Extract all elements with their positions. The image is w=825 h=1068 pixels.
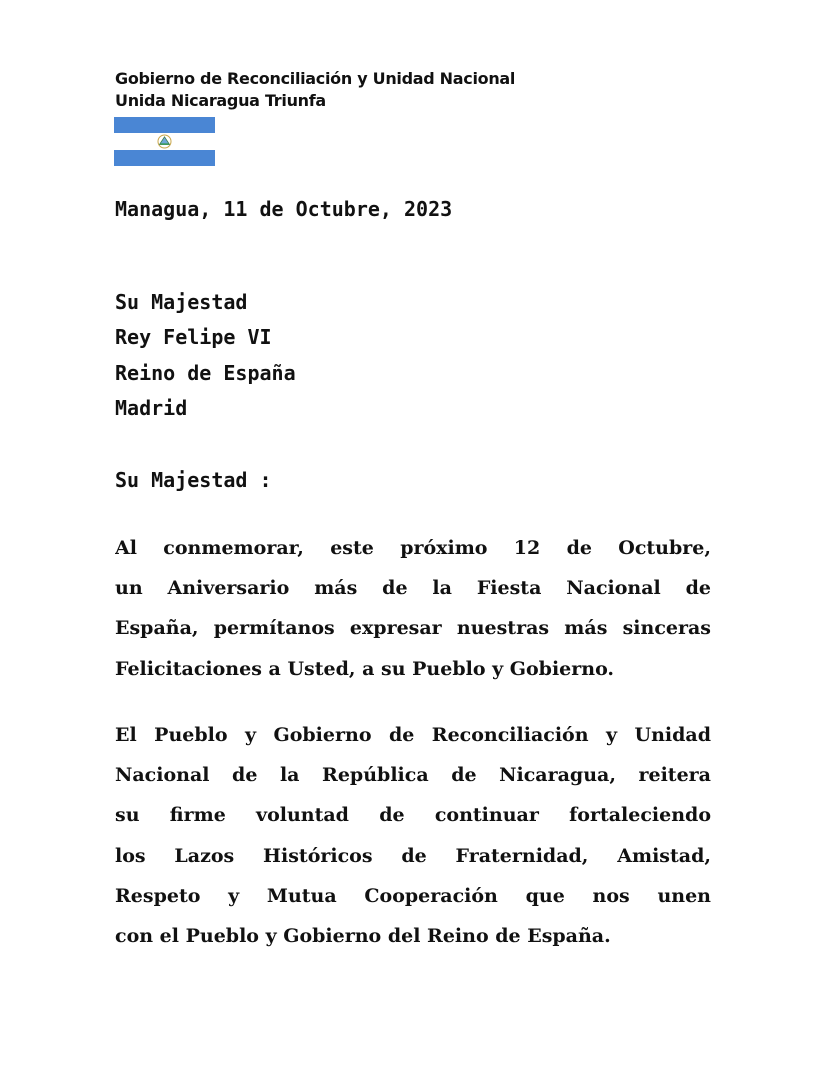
- paragraph-line: Al conmemorar, este próximo 12 de Octubre,: [115, 537, 711, 559]
- paragraph-line: los Lazos Históricos de Fraternidad, Amistad,: [115, 844, 711, 867]
- government-name: Gobierno de Reconciliación y Unidad Nacional: [115, 69, 516, 88]
- recipient-city: Madrid: [115, 395, 188, 420]
- paragraph-line: Nacional de la República de Nicaragua, reitera: [115, 764, 711, 787]
- paragraph-line: su firme voluntad de continuar fortaleciendo: [115, 804, 711, 827]
- recipient-title: Su Majestad: [115, 290, 248, 314]
- paragraph-line: con el Pueblo y Gobierno del Reino de España.: [115, 924, 611, 947]
- government-slogan: Unida Nicaragua Triunfa: [115, 91, 326, 110]
- paragraph-congratulations: [115, 528, 711, 689]
- nicaragua-flag-icon: [114, 117, 215, 166]
- letter-date: Managua, 11 de Octubre, 2023: [115, 197, 453, 221]
- recipient-address: [115, 285, 296, 426]
- recipient-kingdom: Reino de España: [115, 360, 296, 385]
- paragraph-reiteration: [115, 715, 711, 956]
- paragraph-line: Felicitaciones a Usted, a su Pueblo y Gobierno.: [115, 657, 615, 680]
- paragraph-line: El Pueblo y Gobierno de Reconciliación y Unidad: [115, 724, 711, 746]
- salutation: Su Majestad :: [115, 468, 272, 492]
- letterhead: [115, 68, 515, 112]
- paragraph-line: Respeto y Mutua Cooperación que nos unen: [115, 884, 711, 907]
- recipient-name: Rey Felipe VI: [115, 325, 272, 350]
- paragraph-line: España, permítanos expresar nuestras más sinceras: [115, 617, 711, 640]
- paragraph-line: un Aniversario más de la Fiesta Nacional de: [115, 577, 711, 600]
